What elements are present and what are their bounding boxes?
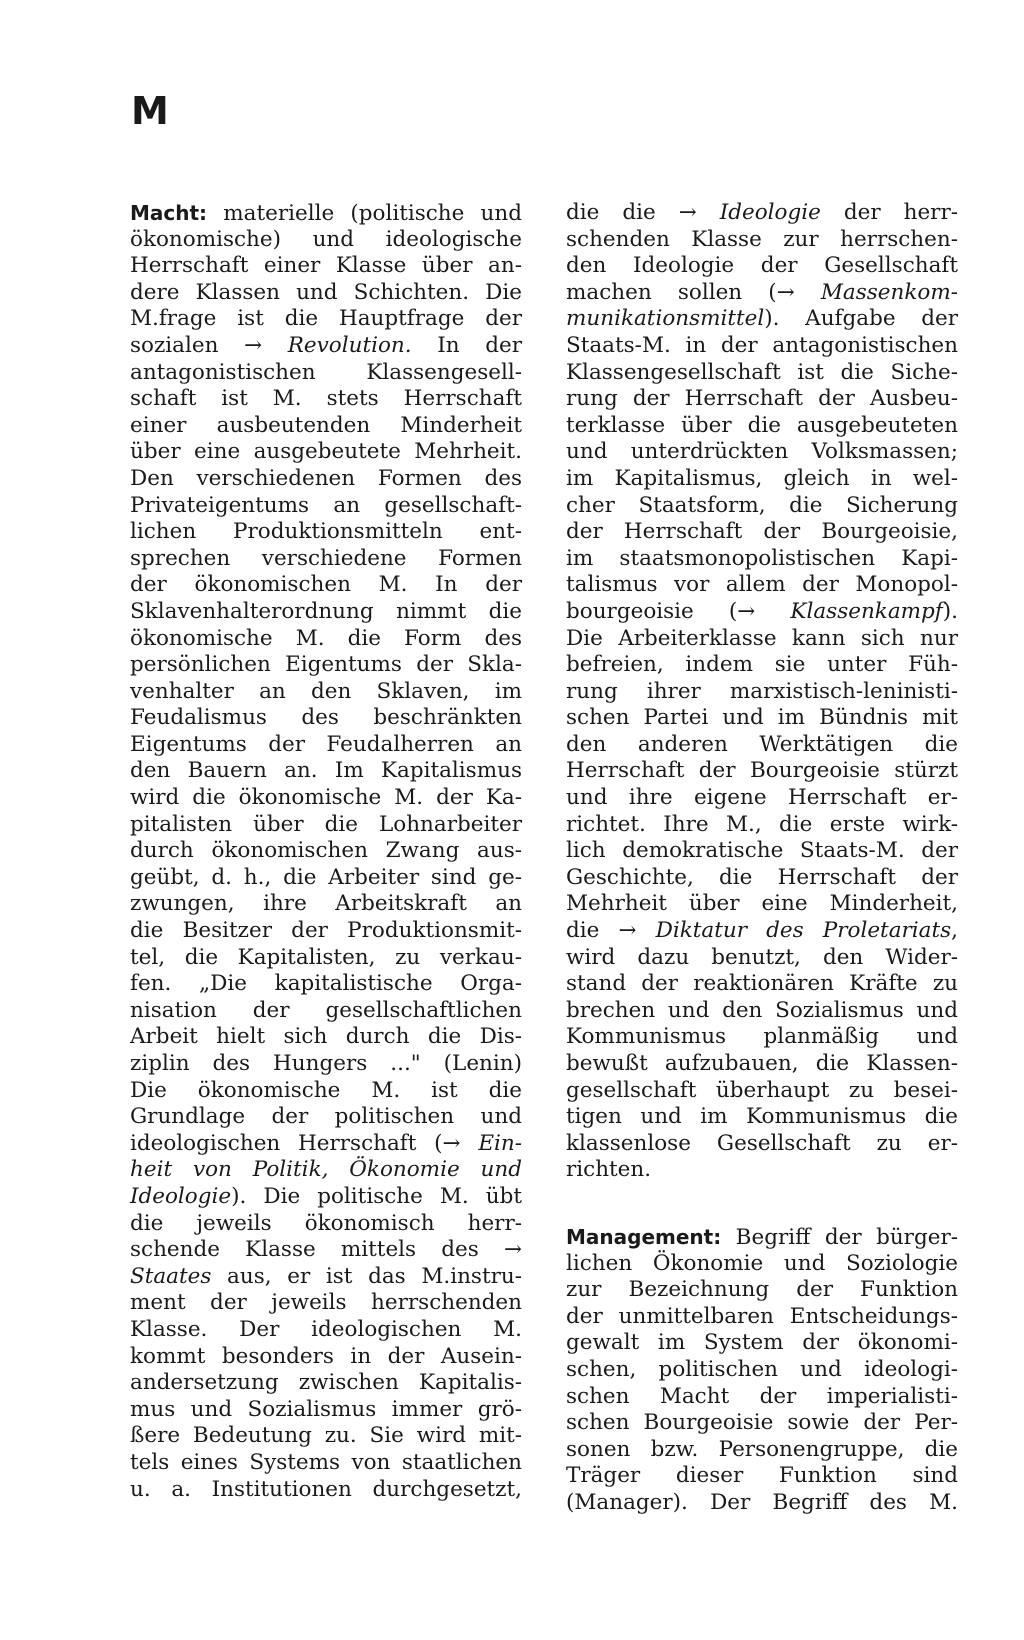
line-text: talismus vor allem der Monopol- — [566, 572, 958, 598]
text-line — [566, 785, 958, 812]
line-text-tail: , — [951, 918, 959, 944]
line-text: Feudalismus des beschränkten — [130, 705, 522, 731]
text-line — [130, 599, 522, 626]
line-text: der Herrschaft der Bourgeoisie, — [566, 519, 958, 545]
line-text: Begriff der bürger- — [721, 1224, 958, 1250]
text-line — [566, 466, 958, 493]
text-line — [566, 413, 958, 440]
entry-headword: Management: — [566, 1224, 722, 1249]
text-line — [130, 1370, 522, 1397]
cross-reference: → Ideologie — [678, 200, 821, 225]
line-text: materielle (politische und — [207, 201, 522, 226]
text-line — [130, 200, 522, 227]
text-line — [130, 253, 522, 280]
text-line — [130, 1104, 522, 1131]
text-line — [130, 1184, 522, 1211]
text-line — [130, 1024, 522, 1051]
cross-reference: Ideologie — [130, 1183, 232, 1209]
line-text: Herrschaft der Bourgeoisie stürzt — [566, 758, 958, 784]
line-text: pitalisten über die Lohnarbeiter — [130, 811, 522, 837]
line-text: der ökonomischen M. In der — [130, 572, 522, 598]
cross-reference: munikationsmittel — [566, 306, 765, 332]
text-line — [566, 891, 958, 918]
line-text-tail: aus, er ist das M.instru- — [211, 1263, 522, 1289]
line-text: Arbeit hielt sich durch die Dis- — [130, 1024, 522, 1050]
text-line — [566, 333, 958, 360]
text-line — [130, 519, 522, 546]
line-text: Kommunismus planmäßig und — [566, 1024, 958, 1050]
text-line — [566, 1357, 958, 1384]
entry-headword: Macht: — [130, 201, 208, 225]
text-line — [566, 705, 958, 732]
text-line — [130, 1290, 522, 1317]
line-text: wird die ökonomische M. der Ka- — [130, 785, 522, 811]
line-text: die jeweils ökonomisch herr- — [130, 1210, 522, 1236]
text-line — [566, 546, 958, 573]
line-text: durch ökonomischen Zwang aus- — [130, 838, 522, 864]
line-text: lichen Ökonomie und Soziologie — [566, 1250, 958, 1276]
line-text: Privateigentums an gesellschaft- — [130, 492, 522, 518]
text-line — [566, 679, 958, 706]
text-line — [130, 1344, 522, 1371]
text-line — [566, 1157, 958, 1184]
line-text: andersetzung zwischen Kapitalis- — [130, 1370, 522, 1396]
line-text: die die — [566, 200, 679, 225]
text-line — [130, 1078, 522, 1105]
line-text: tel, die Kapitalisten, zu verkau- — [130, 944, 522, 970]
line-text: stand der reaktionären Kräfte zu — [566, 971, 958, 997]
line-text: terklasse über die ausgebeuteten — [566, 412, 958, 438]
line-text: den anderen Werktätigen die — [566, 731, 958, 757]
text-line — [130, 413, 522, 440]
text-line — [130, 546, 522, 573]
line-text-tail: ). — [942, 598, 958, 624]
line-text: Grundlage der politischen und — [130, 1104, 522, 1130]
text-line — [130, 1317, 522, 1344]
line-text-tail: der herr- — [820, 200, 958, 225]
line-text: u. a. Institutionen durchgesetzt, — [130, 1476, 522, 1502]
line-text: den Ideologie der Gesellschaft — [566, 253, 958, 279]
text-line — [130, 918, 522, 945]
text-line — [130, 758, 522, 785]
text-line — [566, 386, 958, 413]
line-text: kommt besonders in der Ausein- — [130, 1343, 522, 1369]
text-line — [566, 838, 958, 865]
line-text: Klassengesellschaft ist die Siche- — [566, 359, 958, 385]
line-text: lich demokratische Staats-M. der — [566, 838, 958, 864]
text-line — [130, 306, 522, 333]
line-text: zwungen, ihre Arbeitskraft an — [130, 891, 522, 917]
text-line — [130, 626, 522, 653]
text-line — [566, 626, 958, 653]
cross-reference: → Revolution. — [244, 332, 412, 358]
line-text: ökonomische M. die Form des — [130, 625, 522, 651]
line-text: mus und Sozialismus immer grö- — [130, 1396, 522, 1422]
text-line — [566, 918, 958, 945]
line-text: bourgeoisie ( — [566, 598, 738, 624]
text-line — [566, 812, 958, 839]
text-line — [130, 1477, 522, 1504]
text-line — [130, 333, 522, 360]
text-line — [130, 1157, 522, 1184]
text-line — [566, 1104, 958, 1131]
page-section-letter: M — [131, 89, 169, 133]
text-line — [130, 945, 522, 972]
cross-reference: → Diktatur des Proletariats — [618, 918, 952, 944]
text-line — [130, 998, 522, 1025]
text-line — [130, 572, 522, 599]
text-line — [566, 1131, 958, 1158]
line-text: machen sollen ( — [566, 279, 777, 305]
line-text: Mehrheit über eine Minderheit, — [566, 891, 958, 917]
text-line — [130, 971, 522, 998]
text-line — [566, 200, 958, 227]
text-line — [566, 732, 958, 759]
line-text: M.frage ist die Hauptfrage der — [130, 306, 522, 332]
text-line — [566, 1490, 958, 1517]
text-line — [130, 1211, 522, 1238]
line-text: ökonomische) und ideologische — [130, 226, 522, 252]
text-line — [566, 280, 958, 307]
line-text: (Manager). Der Begriff des M. — [566, 1489, 958, 1515]
line-text: cher Staatsform, die Sicherung — [566, 492, 958, 518]
text-line — [566, 1410, 958, 1437]
line-text: sonen bzw. Personengruppe, die — [566, 1436, 958, 1462]
line-text: schen, politischen und ideologi- — [566, 1356, 958, 1382]
line-text: schen Bourgeoisie sowie der Per- — [566, 1410, 958, 1436]
text-line — [566, 1024, 958, 1051]
line-text: tigen und im Kommunismus die — [566, 1104, 958, 1130]
text-line — [566, 519, 958, 546]
text-line — [566, 1224, 958, 1251]
cross-reference: → Klassenkampf — [737, 598, 943, 624]
line-text: rung der Herrschaft der Ausbeu- — [566, 386, 958, 412]
text-line — [566, 1251, 958, 1278]
text-line — [130, 865, 522, 892]
text-line — [130, 360, 522, 387]
text-line — [566, 439, 958, 466]
text-line — [130, 679, 522, 706]
line-text: Klasse. Der ideologischen M. — [130, 1316, 522, 1342]
line-text: befreien, indem sie unter Füh- — [566, 652, 958, 678]
text-line — [130, 1450, 522, 1477]
text-line — [566, 1330, 958, 1357]
line-text: Den verschiedenen Formen des — [130, 465, 522, 491]
line-text: im Kapitalismus, gleich in wel- — [566, 465, 958, 491]
text-line — [566, 1463, 958, 1490]
line-text: schen Macht der imperialisti- — [566, 1383, 958, 1409]
text-line — [566, 572, 958, 599]
line-text: wird dazu benutzt, den Wider- — [566, 944, 958, 970]
line-text-tail: ). Die politische M. übt — [231, 1183, 522, 1209]
line-text: venhalter an den Sklaven, im — [130, 678, 522, 704]
line-text: tels eines Systems von staatlichen — [130, 1449, 522, 1475]
line-text: Geschichte, die Herrschaft der — [566, 864, 958, 890]
text-line — [130, 1264, 522, 1291]
text-line — [566, 971, 958, 998]
text-line — [130, 1397, 522, 1424]
line-text: fen. „Die kapitalistische Orga- — [130, 971, 522, 997]
line-text: schenden Klasse zur herrschen- — [566, 226, 958, 252]
cross-reference: → Massenkom- — [776, 279, 958, 305]
cross-reference: heit von Politik, Ökonomie und — [130, 1157, 522, 1183]
line-text: dere Klassen und Schichten. Die — [130, 279, 522, 305]
text-line — [130, 812, 522, 839]
text-line — [130, 732, 522, 759]
text-line — [130, 785, 522, 812]
line-text: geübt, d. h., die Arbeiter sind ge- — [130, 864, 522, 890]
text-line — [566, 998, 958, 1025]
line-text: der unmittelbaren Entscheidungs- — [566, 1303, 958, 1329]
line-text: richten. — [566, 1157, 652, 1183]
line-text: Herrschaft einer Klasse über an- — [130, 253, 522, 279]
line-text: und unterdrückten Volksmassen; — [566, 439, 958, 465]
line-text: klassenlose Gesellschaft zu er- — [566, 1130, 958, 1156]
text-line — [566, 652, 958, 679]
text-line — [130, 1423, 522, 1450]
line-text: brechen und den Sozialismus und — [566, 997, 958, 1023]
line-text: ßere Bedeutung zu. Sie wird mit- — [130, 1423, 522, 1449]
line-text: persönlichen Eigentums der Skla- — [130, 652, 522, 678]
line-text: nisation der gesellschaftlichen — [130, 997, 522, 1023]
line-text: die — [566, 918, 619, 944]
line-text: bewußt aufzubauen, die Klassen- — [566, 1051, 958, 1076]
text-line — [130, 1051, 522, 1078]
text-line — [566, 253, 958, 280]
text-line — [130, 280, 522, 307]
text-line — [566, 1384, 958, 1411]
line-text: schen Partei und im Bündnis mit — [566, 705, 958, 731]
line-text: Staats-M. in der antagonistischen — [566, 332, 958, 358]
line-text: ziplin des Hungers ..." (Lenin) — [130, 1051, 522, 1076]
text-line — [566, 1051, 958, 1078]
text-line — [130, 652, 522, 679]
line-text: ment der jeweils herrschenden — [130, 1290, 522, 1316]
text-line — [566, 945, 958, 972]
line-text: antagonistischen Klassengesell- — [130, 359, 522, 385]
line-text-tail: ). Aufgabe der — [764, 306, 958, 332]
line-text: ideologischen Herrschaft ( — [130, 1130, 443, 1156]
text-line — [130, 705, 522, 732]
text-line — [130, 891, 522, 918]
text-line — [130, 838, 522, 865]
line-text: sprechen verschiedene Formen — [130, 545, 522, 571]
text-line — [130, 227, 522, 254]
line-text: gesellschaft überhaupt zu besei- — [566, 1077, 958, 1103]
text-column-left — [130, 200, 522, 1503]
line-text: rung ihrer marxistisch-leninisti- — [566, 678, 958, 704]
text-line — [130, 1131, 522, 1158]
line-text: einer ausbeutenden Minderheit — [130, 412, 522, 438]
text-line — [130, 386, 522, 413]
line-text: sozialen — [130, 332, 245, 358]
line-text: schaft ist M. stets Herrschaft — [130, 386, 522, 412]
line-text-tail: In der — [411, 332, 523, 358]
line-text: und ihre eigene Herrschaft er- — [566, 785, 958, 811]
cross-reference: Staates — [130, 1263, 212, 1289]
text-line — [130, 1237, 522, 1264]
line-text: die Besitzer der Produktionsmit- — [130, 918, 522, 944]
text-line — [566, 1437, 958, 1464]
line-text: Die ökonomische M. ist die — [130, 1077, 522, 1103]
paragraph-gap — [566, 1184, 958, 1224]
text-line — [566, 1277, 958, 1304]
text-line — [566, 1304, 958, 1331]
line-text: zur Bezeichnung der Funktion — [566, 1277, 958, 1303]
line-text: lichen Produktionsmitteln ent- — [130, 519, 522, 545]
text-line — [566, 599, 958, 626]
text-line — [566, 493, 958, 520]
line-text: Sklavenhalterordnung nimmt die — [130, 598, 522, 624]
text-line — [130, 493, 522, 520]
text-line — [566, 1078, 958, 1105]
text-line — [566, 306, 958, 333]
line-text: im staatsmonopolistischen Kapi- — [566, 545, 958, 571]
line-text: gewalt im System der ökonomi- — [566, 1330, 958, 1356]
line-text: richtet. Ihre M., die erste wirk- — [566, 811, 958, 837]
line-text: schende Klasse mittels des → — [130, 1237, 522, 1263]
line-text: den Bauern an. Im Kapitalismus — [130, 758, 522, 784]
line-text: Eigentums der Feudalherren an — [130, 731, 522, 757]
text-line — [566, 360, 958, 387]
cross-reference: → Ein- — [442, 1130, 523, 1156]
text-line — [566, 227, 958, 254]
text-line — [130, 466, 522, 493]
text-column-right — [566, 200, 958, 1517]
text-line — [566, 758, 958, 785]
text-line — [130, 439, 522, 466]
text-line — [566, 865, 958, 892]
line-text: Träger dieser Funktion sind — [566, 1463, 958, 1489]
line-text: über eine ausgebeutete Mehrheit. — [130, 439, 522, 465]
line-text: Die Arbeiterklasse kann sich nur — [566, 625, 958, 651]
